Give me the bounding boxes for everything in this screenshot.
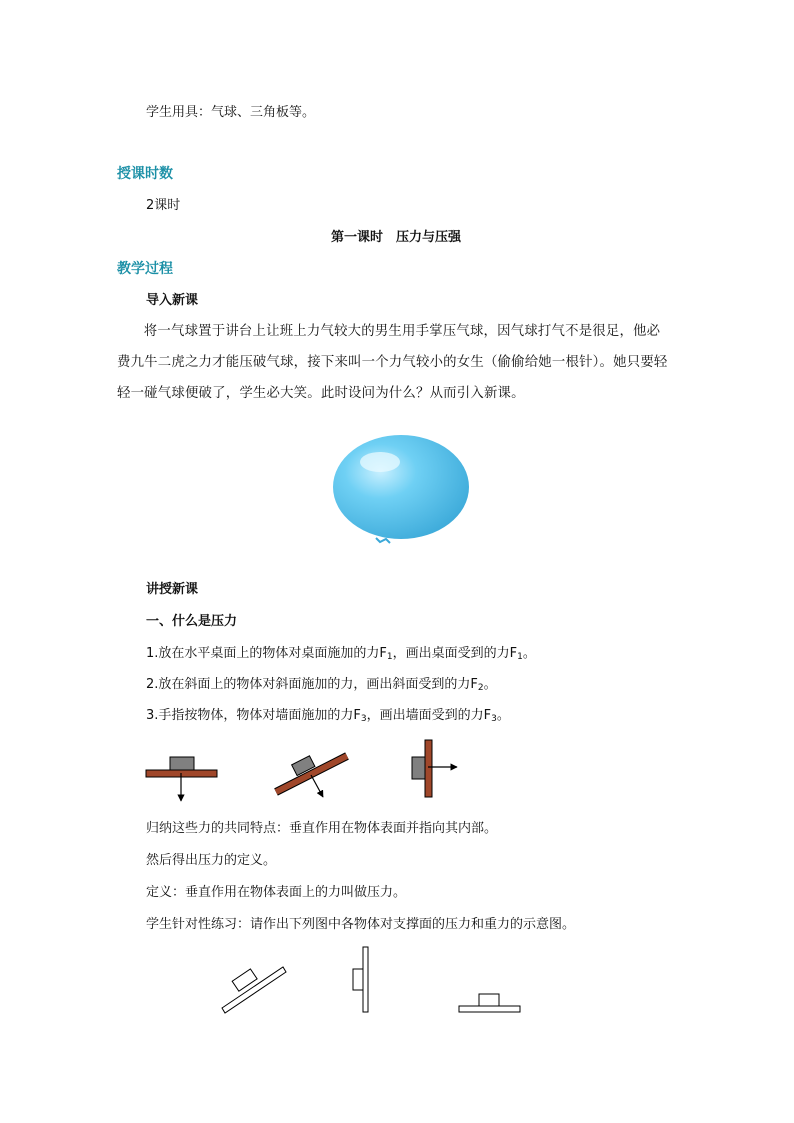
summary-line: 归纳这些力的共同特点：垂直作用在物体表面并指向其内部。 [146, 821, 498, 836]
exercise-line: 学生针对性练习：请作出下列图中各物体对支撑面的压力和重力的示意图。 [146, 917, 576, 932]
then-line: 然后得出压力的定义。 [146, 853, 277, 868]
new-lesson-heading: 讲授新课 [146, 582, 199, 597]
lesson-title: 第一课时 压力与压强 [331, 230, 462, 245]
exercise-wall [353, 947, 368, 1012]
item-2: 2.放在斜面上的物体对斜面施加的力，画出斜面受到的力$F_2$。 [146, 677, 497, 693]
exercise-horizontal-surface [459, 994, 520, 1012]
class-hours-value: 2课时 [146, 198, 181, 213]
student-tools-line: 学生用具：气球、三角板等。 [146, 105, 316, 120]
definition-line: 定义：垂直作用在物体表面上的力叫做压力。 [146, 885, 407, 900]
intro-paragraph: 将一气球置于讲台上让班上力气较大的男生用手掌压气球，因气球打气不是很足，他必费九牛二虎之力才能压破气球，接下来叫一个力气较小的女生（偷偷给她一根针）。她只要轻轻一碰气球便破了，学生必大笑。此时设问为什么？从而引入新课。 [117, 324, 668, 401]
heading-teaching-process: 教学过程 [117, 261, 173, 277]
intro-heading: 导入新课 [146, 293, 199, 308]
item-1: 1.放在水平桌面上的物体对桌面施加的力$F_1$，画出桌面受到的力$F_1$。 [146, 646, 536, 662]
heading-class-hours: 授课时数 [117, 166, 173, 182]
item-3: 3.手指按物体，物体对墙面施加的力$F_3$，画出墙面受到的力$F_3$。 [146, 708, 510, 724]
section-what-is-pressure: 一、什么是压力 [146, 614, 238, 629]
exercise-inclined-plane [222, 967, 286, 1013]
